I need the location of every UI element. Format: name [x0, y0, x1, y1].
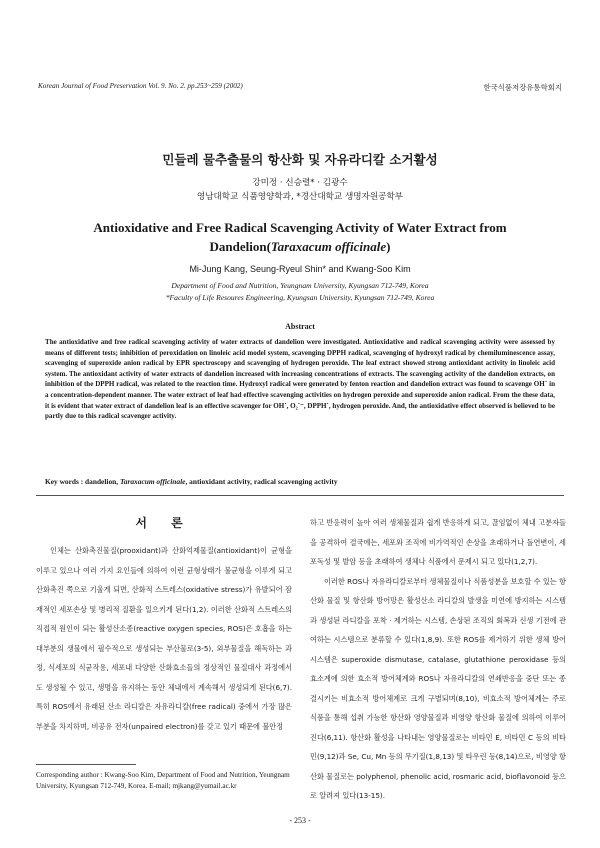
english-affiliations [0, 280, 600, 304]
section-divider [36, 495, 564, 496]
english-title-main: Antioxidative and Free Radical Scavenging Activity of Water Extract from [93, 220, 507, 235]
keywords-label: Key words : dandelion, [45, 477, 120, 486]
society-name: 한국식품저장유통학회지 [483, 83, 562, 92]
korean-affiliation: 영남대학교 식품영양학과, *경산대학교 생명자원공학부 [196, 192, 404, 202]
corresponding-author-footnote: Corresponding author : Kwang-Soo Kim, Department of Food and Nutrition, Yeungnam University, Kyungsan 712-749, Korea. E-mail; mjkang@yumail.ac.kr [36, 771, 290, 790]
body-column-right [310, 513, 566, 806]
english-title-plant: Dandelion( [209, 239, 271, 254]
introduction-heading: 서 론 [135, 516, 193, 530]
body-paragraph-left: 인체는 산화촉진물질(prooxidant)과 산화억제물질(antioxidant)이 균형을 이루고 있으나 여러 가지 요인들에 의하여 이런 균형상태가 불균형을 이루게 되고 산화촉진 쪽으로 기울게 되면, 산화적 스트레스(oxidative stress)가 유발되어 잠재적인 세포손상 및 병리적 질환을 일으키게 된다(1,2). 이러한 산화적 스트레스의 직접적 원인이 되는 활성산소종(reactive oxygen species, ROS)은 호흡을 하는 대부분의 생물에서 필수적으로 생성되는 부산물로(3-5), 외부물질을 해독하는 과정, 식세포의 식균작용, 세포내 다양한 산화효소들의 정상적인 물질대사 과정에서도 생성될 수 있고, 생명을 유지하는 동안 체내에서 계속해서 생성되게 된다(6,7). 특히 ROS에서 유래된 산소 라디칼은 자유라디칼(free radical) 중에서 가장 많은 부분을 차지하며, 비공유 전자(unpaired electron)를 갖고 있기 때문에 불안정 [36, 546, 292, 731]
korean-title: 민들레 물추출물의 항산화 및 자유라디칼 소거활성 [162, 152, 438, 167]
korean-authors: 강미정 · 신승렬* · 김광수 [252, 178, 348, 188]
body-paragraph-right-2: 이러한 ROS나 자유라디칼로부터 생체물질이나 식품성분을 보호할 수 있는 항산화 물질 및 항산화 방어망은 활성산소 라디칼의 발생을 미연에 방지하는 시스템과 생성된 라디칼을 포착 · 제거하는 시스템, 손상된 조직의 회복과 신생 기전에 관여하는 시스템으로 분류할 수 있다(1,8,9). 또한 ROS를 제거하기 위한 생체 방어시스템은 superoxide dismutase, catalase, glutathione peroxidase 등의 효소계에 의한 효소적 방어체계와 ROS나 자유라디칼의 연쇄반응을 중단 또는 종결시키는 비효소적 방어체계로 크게 구별되며(8,10), 비효소적 방어체계는 주로 식품을 통해 섭취 가능한 항산화 영양물질과 비영양 항산화 물질에 의하여 이루어진다(6,11). 항산화 활성을 나타내는 영양물질로는 비타민 E, 비타민 C 등의 비타민(9,12)과 Se, Cu, Mn 등의 무기질(1,8,13) 및 타우린 등(8,14)으로, 비영양 항산화 물질로는 polyphenol, phenolic acid, rosmaric acid, bioflavonoid 등으로 알려져 있다(13-15). [310, 576, 566, 800]
english-title-species: Taraxacum officinale [270, 239, 387, 254]
english-title-close: ) [386, 239, 391, 254]
keywords-species: Taraxacum officinale [119, 477, 186, 486]
body-column-left [36, 541, 292, 736]
page-number: - 253 - [289, 816, 311, 825]
keywords-rest: , antioxidant activity, radical scavenging activity [185, 477, 338, 486]
abstract-heading: Abstract [285, 322, 315, 331]
journal-citation: Korean Journal of Food Preservation Vol. 9. No. 2. pp.253~259 (2002) [38, 82, 243, 90]
body-paragraph-right-1: 하고 반응력이 높아 여러 생체물질과 쉽게 반응하게 되고, 끊임없이 체내 고분자들을 공격하여 결국에는, 세포와 조직에 비가역적인 손상을 초래하거나 돌연변이, 세포독성 및 발암 등을 초래하여 생체나 식품에서 문제시 되고 있다(1,2,7). [310, 518, 566, 566]
keywords [45, 477, 555, 486]
english-authors: Mi-Jung Kang, Seung-Ryeul Shin* and Kwang-Soo Kim [189, 264, 411, 274]
english-title [60, 218, 540, 256]
affiliation-1: Department of Food and Nutrition, Yeungnam University, Kyungsan 712-749, Korea [171, 281, 429, 290]
footnote-rule [36, 764, 136, 765]
abstract-text: The antioxidative and free radical scavenging activity of water extracts of dandelion were investigated. Antioxidative and radical scavenging activity were assessed by means of different tests; inhibition of peroxidation on linoleic acid model system, scavenging DPPH radical, scavenging of hydroxyl radical by chemiluminescence assay, scavenging of superoxide anion radical by EPR spectroscopy and scavenging of hydrogen peroxide. The leaf extract showed strong antioxidant activity in linoleic acid system. The antioxidant activity of water extracts of dandelion increased with increasing concentrations of extracts. The scavenging activity of the dandelion extracts, on inhibition of the DPPH radical, was related to the reaction time. Hydroxyl radical were generated by fenton reaction and dandelion extract was found to scavenge OH˙ in a concentration-dependent manner. The water extract of leaf had effective scavenging activities on hydrogen peroxide and superoxide anion radical. From the these data, it is evident that water extract of dandelion leaf is an effective scavenger for OH˙, O₂˙⁻, DPPH˙, hydrogen peroxide. And, the antioxidative effect observed is believed to be partly due to this radical scavenger activity. [45, 338, 555, 421]
affiliation-2: *Faculty of Life Resoures Engineering, Kyungsan University, Kyungsan 712-749, Korea [165, 293, 435, 302]
